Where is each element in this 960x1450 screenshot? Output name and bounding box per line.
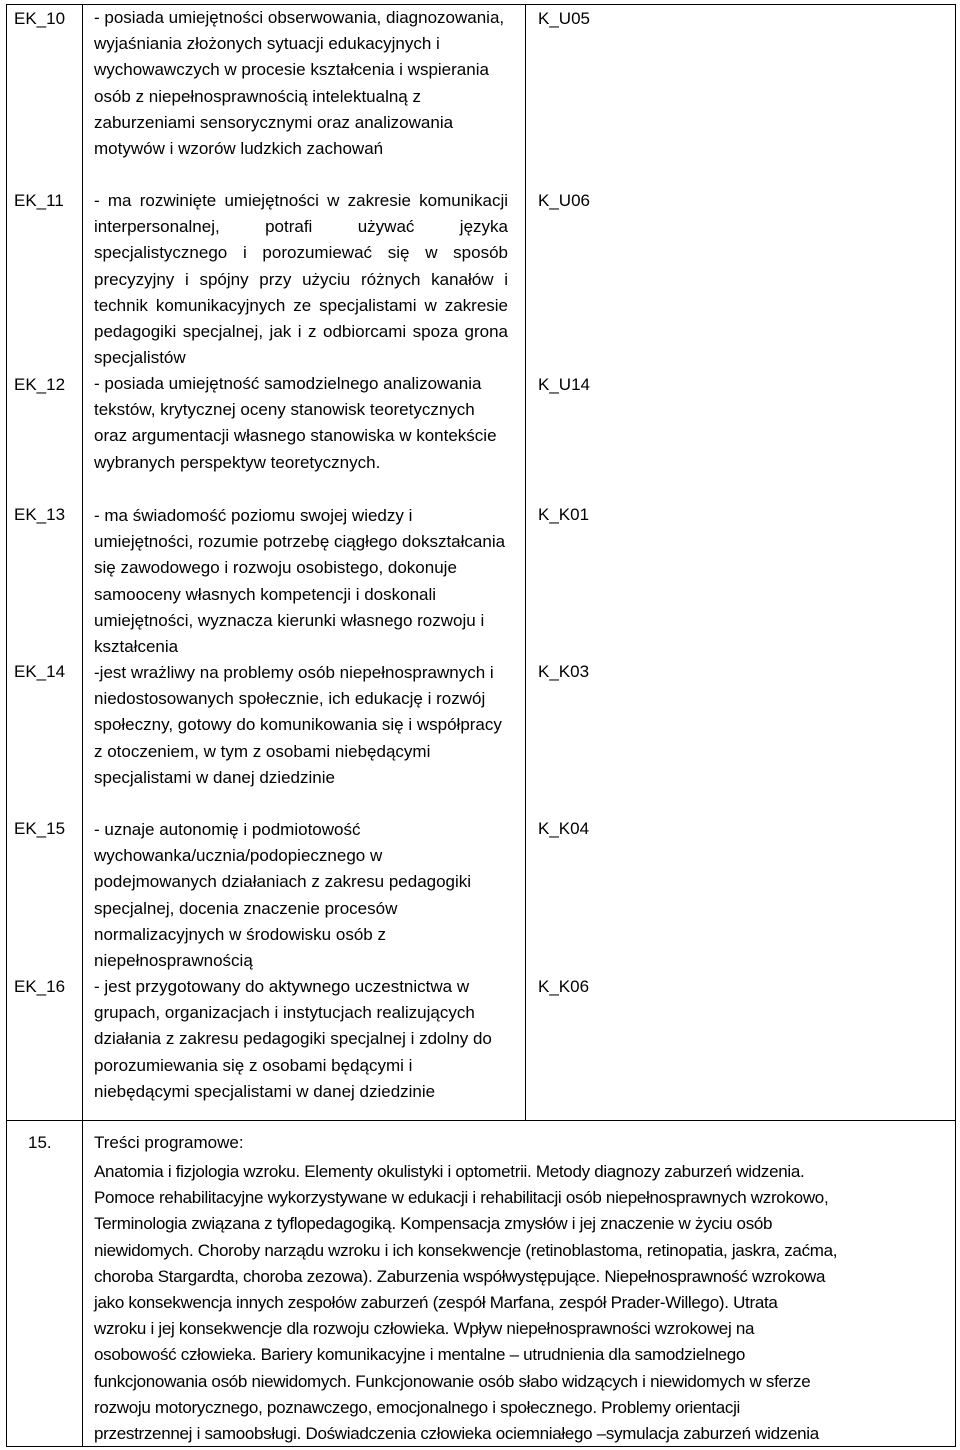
section-line: choroba Stargardta, choroba zezowa). Zaburzenia współwystępujące. Niepełnosprawność wzrokowa: [94, 1266, 826, 1286]
row-description: - jest przygotowany do aktywnego uczestnictwa w grupach, organizacjach i instytucjach realizujących działania z zakresu pedagogiki specjalnej i zdolny do porozumiewania się z osobami będącymi i niebędącymi specjalistami w danej dziedzinie: [94, 977, 492, 1101]
section-line: osobowość człowieka. Bariery komunikacyjne i mentalne – utrudnienia dla samodzielnego: [94, 1345, 746, 1365]
row-code: EK_12: [14, 375, 66, 394]
row-reference: K_K06: [538, 977, 590, 996]
row-reference: K_K03: [538, 662, 590, 681]
section-line: przestrzennej i samoobsługi. Doświadczenia człowieka ociemniałego –symulacja zaburzeń widzenia: [94, 1424, 819, 1444]
row-reference: K_U05: [538, 9, 590, 28]
section-line: rozwoju motorycznego, poznawczego, emocjonalnego i społecznego. Problemy orientacji: [94, 1397, 741, 1417]
row-reference: K_K04: [538, 819, 590, 838]
section-body: [94, 1159, 944, 1447]
section-divider: [82, 1120, 83, 1447]
section-line: Pomoce rehabilitacyjne wykorzystywane w edukacji i rehabilitacji osób niepełnosprawnych wzrokowo,: [94, 1188, 829, 1208]
row-description: - uznaje autonomię i podmiotowość wychowanka/ucznia/podopiecznego w podejmowanych działaniach z zakresu pedagogiki specjalnej, docenia znaczenie procesów normalizacyjnych w środowisku osób z niepełnosprawnością: [94, 820, 472, 971]
section-line: Terminologia związana z tyflopedagogiką. Kompensacja zmysłów i jej znaczenie w życiu osób: [94, 1214, 773, 1234]
row-code: EK_13: [14, 505, 66, 524]
section-line: funkcjonowania osób niewidomych. Funkcjonowanie osób słabo widzących i niewidomych w sferze: [94, 1371, 811, 1391]
section-line: jako konsekwencja innych zespołów zaburzeń (zespół Marfana, zespół Prader-Willego). Utrata: [94, 1293, 778, 1313]
table-bottom-rule: [6, 1120, 956, 1121]
row-description: -jest wrażliwy na problemy osób niepełnosprawnych i niedostosowanych społecznie, ich edukację i rozwój społeczny, gotowy do komunikowania się i współpracy z otoczeniem, w tym z osobami niebędącymi specjalistami w danej dziedzinie: [94, 663, 502, 787]
section-line: Anatomia i fizjologia wzroku. Elementy okulistyki i optometrii. Metody diagnozy zaburzeń widzenia.: [94, 1162, 805, 1181]
row-description: - posiada umiejętności obserwowania, diagnozowania, wyjaśniania złożonych sytuacji edukacyjnych i wychowawczych w procesie kształcenia i wspierania osób z niepełnosprawnością intelektualną z zaburzeniami sensorycznymi oraz analizowania motywów i wzorów ludzkich zachowań: [94, 8, 505, 159]
row-description: - ma świadomość poziomu swojej wiedzy i umiejętności, rozumie potrzebę ciągłego dokształcania się zawodowego i rozwoju osobistego, dokonuje samooceny własnych kompetencji i doskonali umiejętności, wyznacza kierunki własnego rozwoju i kształcenia: [94, 506, 506, 657]
section-line: niewidomych. Choroby narządu wzroku i ich konsekwencje (retinoblastoma, retinopatia, jaskra, zaćma,: [94, 1240, 838, 1260]
row-code: EK_11: [14, 191, 64, 210]
row-code: EK_14: [14, 662, 66, 681]
row-reference: K_K01: [538, 505, 590, 524]
section-title: Treści programowe:: [94, 1133, 244, 1152]
column-divider-2: [525, 4, 526, 1120]
column-divider-1: [82, 4, 83, 1120]
row-description: - ma rozwinięte umiejętności w zakresie komunikacji interpersonalnej, potrafi używać języka specjalistycznego i porozumiewać się w sposób precyzyjny i spójny przy użyciu różnych kanałów i technik komunikacyjnych ze specjalistami w zakresie pedagogiki specjalnej, jak i z odbiorcami spoza grona specjalistów: [94, 191, 508, 368]
section-line: wzroku i jej konsekwencje dla rozwoju człowieka. Wpływ niepełnosprawności wzrokowej na: [94, 1319, 755, 1339]
row-description: - posiada umiejętność samodzielnego analizowania tekstów, krytycznej oceny stanowisk teoretycznych oraz argumentacji własnego stanowiska w kontekście wybranych perspektyw teoretycznych.: [94, 374, 497, 472]
row-code: EK_16: [14, 977, 66, 996]
row-code: EK_15: [14, 819, 66, 838]
row-code: EK_10: [14, 9, 66, 28]
row-reference: K_U14: [538, 375, 590, 394]
row-reference: K_U06: [538, 191, 590, 210]
section-number: 15.: [28, 1133, 52, 1152]
